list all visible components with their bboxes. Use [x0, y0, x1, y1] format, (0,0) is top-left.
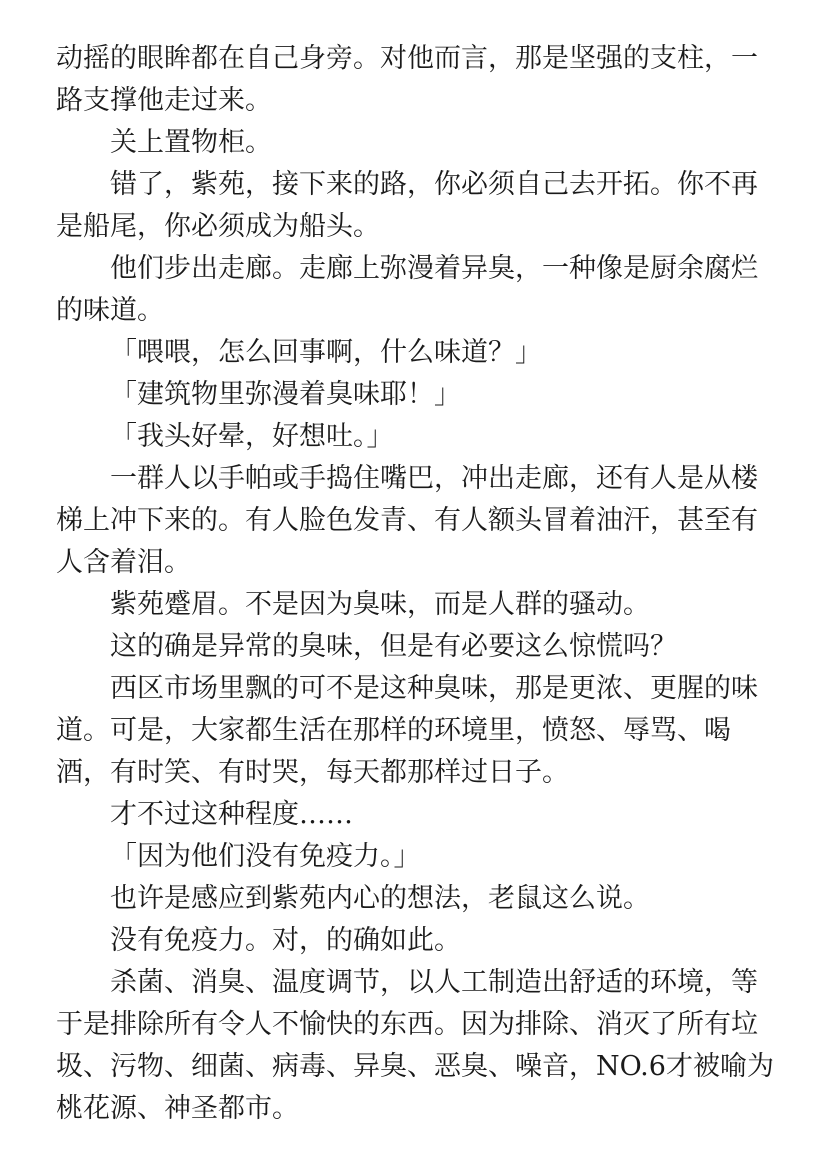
text-line: 圾、污物、细菌、病毒、异臭、恶臭、噪音，NO.6才被喻为	[56, 1051, 774, 1082]
text-line: 杀菌、消臭、温度调节，以人工制造出舒适的环境，等	[110, 967, 758, 998]
text-line: 「喂喂，怎么回事啊，什么味道？」	[110, 337, 542, 368]
text-line: 一群人以手帕或手捣住嘴巴，冲出走廊，还有人是从楼	[110, 463, 758, 494]
text-line: 动摇的眼眸都在自己身旁。对他而言，那是坚强的支柱，一	[56, 43, 758, 74]
text-line: 才不过这种程度……	[110, 799, 353, 830]
text-line: 「我头好晕，好想吐。」	[110, 421, 394, 452]
text-line: 没有免疫力。对，的确如此。	[110, 925, 461, 956]
text-line: 酒，有时笑、有时哭，每天都那样过日子。	[56, 757, 569, 788]
text-line: 这的确是异常的臭味，但是有必要这么惊慌吗？	[110, 631, 677, 662]
text-line: 是船尾，你必须成为船头。	[56, 211, 380, 242]
text-line: 桃花源、神圣都市。	[56, 1093, 299, 1124]
text-line: 于是排除所有令人不愉快的东西。因为排除、消灭了所有垃	[56, 1009, 758, 1040]
text-line: 人含着泪。	[56, 547, 191, 578]
text-line: 也许是感应到紫苑内心的想法，老鼠这么说。	[110, 883, 650, 914]
text-line: 「建筑物里弥漫着臭味耶！」	[110, 379, 461, 410]
text-line: 的味道。	[56, 295, 164, 326]
text-line: 关上置物柜。	[110, 127, 272, 158]
text-line: 他们步出走廊。走廊上弥漫着异臭，一种像是厨余腐烂	[110, 253, 758, 284]
text-line: 「因为他们没有免疫力。」	[110, 841, 421, 872]
text-line: 梯上冲下来的。有人脸色发青、有人额头冒着油汗，甚至有	[56, 505, 758, 536]
text-line: 错了，紫苑，接下来的路，你必须自己去开拓。你不再	[110, 169, 758, 200]
text-line: 紫苑蹙眉。不是因为臭味，而是人群的骚动。	[110, 589, 650, 620]
text-line: 西区市场里飘的可不是这种臭味，那是更浓、更腥的味	[110, 673, 758, 704]
text-line: 道。可是，大家都生活在那样的环境里，愤怒、辱骂、喝	[56, 715, 731, 746]
text-line: 路支撑他走过来。	[56, 85, 272, 116]
